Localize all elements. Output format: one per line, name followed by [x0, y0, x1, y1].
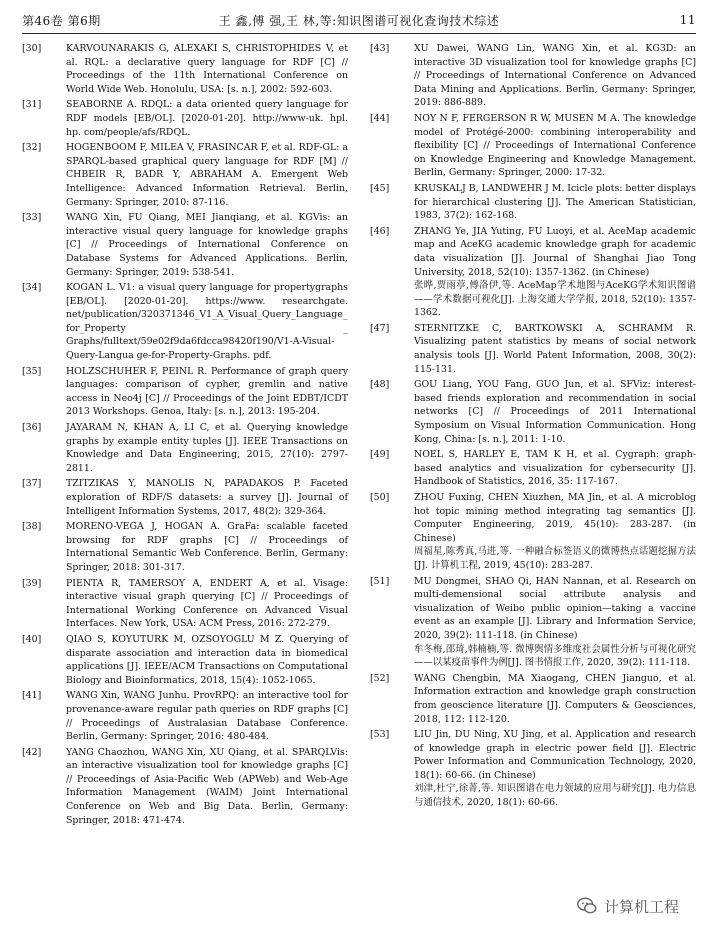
reference-text-en: KOGAN L. V1: a visual query language for propertygraphs [EB/OL]. [2020-01-20]. https://www. researchgate. net/publication/320371346_V1_A_Visual_Query_Language_for_Property _ Graphs/fulltext/59e02f9da6fdcca98420f190/V1-A-Visual-Query-Langua ge-for-Property-Graphs. pdf.: [66, 282, 348, 362]
reference-entry: [22, 421, 348, 475]
reference-number: [53]: [370, 729, 390, 741]
reference-text-en: KRUSKALJ B, LANDWEHR J M. Icicle plots: better displays for hierarchical clustering [J]. The American Statistician, 1983, 37(2): 162-168.: [414, 182, 696, 222]
reference-entry: [22, 281, 348, 363]
reference-text: [66, 689, 348, 743]
reference-text: [66, 42, 348, 96]
reference-number: [35]: [22, 365, 42, 377]
reference-entry: [370, 322, 696, 376]
reference-number: [44]: [370, 112, 390, 124]
reference-number: [34]: [22, 282, 42, 294]
reference-text: [66, 421, 348, 475]
reference-number: [30]: [22, 43, 42, 54]
reference-text: [414, 491, 696, 573]
reference-text-en: SEABORNE A. RDQL: a data oriented query language for RDF models [EB/OL]. [2020-01-20]. http://www-uk. hpl. hp. com/people/afs/RDQL.: [66, 99, 348, 138]
running-title: 王 鑫,傅 强,王 林,等:知识图谱可视化查询技术综述: [218, 13, 500, 28]
reference-text: [414, 728, 696, 810]
reference-text: [414, 182, 696, 223]
reference-entry: [22, 746, 348, 828]
reference-entry: [22, 365, 348, 419]
reference-text-en: QIAO S, KOYUTURK M, OZSOYOGLU M Z. Querying of disparate association and interaction data in biomedical applications [J]. IEEE/ACM Transactions on Computational Biology and Bioinformatics, 2018, 15(4): 1052-1065.: [66, 633, 348, 686]
reference-entry: [370, 672, 696, 726]
watermark-text: 计算机工程: [604, 897, 680, 916]
reference-text: [66, 365, 348, 419]
reference-text-en: ZHOU Fuxing, CHEN Xiuzhen, MA Jin, et al. A microblog hot topic mining method integrating tag semantics [J]. Computer Engineering, 2019, 45(10): 283-287. (in Chinese): [414, 492, 696, 544]
reference-number: [42]: [22, 746, 42, 758]
reference-entry: [370, 225, 696, 320]
reference-entry: [22, 477, 348, 518]
reference-number: [52]: [370, 672, 390, 684]
reference-text-en: GOU Liang, YOU Fang, GUO Jun, et al. SFViz: interest-based friends exploration and recommendation in social networks [C] // Proceedings of 2011 International Symposium on Visual Information Communication. Hong Kong, China: [s. n.], 2011: 1-10.: [414, 379, 696, 445]
reference-text: [66, 98, 348, 139]
reference-entry: [22, 98, 348, 139]
reference-entry: [22, 42, 348, 96]
reference-text: [414, 672, 696, 726]
reference-number: [43]: [370, 43, 390, 54]
reference-number: [51]: [370, 575, 390, 587]
reference-entry: [370, 378, 696, 446]
reference-entry: [370, 182, 696, 223]
reference-entry: [22, 520, 348, 574]
reference-text: [414, 448, 696, 489]
reference-text: [414, 112, 696, 180]
reference-text: [66, 577, 348, 631]
reference-text: [414, 322, 696, 376]
reference-text-en: ZHANG Ye, JIA Yuting, FU Luoyi, et al. AceMap academic map and AceKG academic knowledge graph for academic data visualization [J]. Journal of Shanghai Jiao Tong University, 2018, 52(10): 1357-1362. (in Chinese): [414, 225, 696, 278]
reference-text-en: PIENTA R, TAMERSOY A, ENDERT A, et al. Visage: interactive visual graph querying [C] // Proceedings of International Working Conference on Advanced Visual Interfaces. New York, USA: ACM Press, 2016: 272-279.: [66, 577, 348, 630]
reference-text-zh: 张晔,贾雨葶,傅洛伊,等. AceMap学术地图与AceKG学术知识图谱——学术数据可视化[J]. 上海交通大学学报, 2018, 52(10): 1357-1362.: [414, 280, 696, 319]
page-number: 11: [679, 13, 696, 27]
reference-entry: [22, 689, 348, 743]
reference-columns: [22, 42, 696, 829]
reference-text-en: LIU Jin, DU Ning, XU Jing, et al. Application and research of knowledge graph in electric power field [J]. Electric Power Information and Communication Technology, 2020, 18(1): 60-66. (in Chinese): [414, 729, 696, 781]
page-header: [22, 7, 696, 34]
reference-text-en: HOGENBOOM F, MILEA V, FRASINCAR F, et al. RDF-GL: a SPARQL-based graphical query language for RDF [M] // CHBEIR R, BADR Y, ABRAHAM A. Emergent Web Intelligence: Advanced Information Retrieval. Berlin, Germany: Springer, 2010: 87-116.: [66, 142, 348, 208]
reference-text: [66, 746, 348, 828]
reference-text: [414, 225, 696, 320]
reference-entry: [22, 141, 348, 209]
reference-number: [36]: [22, 422, 42, 434]
wechat-icon: [576, 895, 598, 917]
reference-text-zh: 牟冬梅,邵琦,韩楠楠,等. 微博舆情多维度社会属性分析与可视化研究——以某疫苗事件为例[J]. 图书情报工作, 2020, 39(2): 111-118.: [414, 643, 696, 669]
reference-text-en: XU Dawei, WANG Lin, WANG Xin, et al. KG3D: an interactive 3D visualization tool for knowledge graphs [C] // Proceedings of International Conference on Advanced Data Mining and Applications. Berlin, Germany: Springer, 2019: 886-889.: [414, 43, 696, 109]
reference-number: [49]: [370, 449, 390, 461]
reference-number: [46]: [370, 225, 390, 237]
reference-entry: [22, 211, 348, 279]
reference-entry: [370, 112, 696, 180]
reference-number: [45]: [370, 182, 390, 194]
reference-entry: [370, 448, 696, 489]
reference-number: [32]: [22, 142, 42, 154]
reference-entry: [22, 577, 348, 631]
reference-text: [66, 141, 348, 209]
reference-number: [48]: [370, 379, 390, 391]
reference-number: [41]: [22, 690, 42, 702]
reference-text-en: YANG Chaozhou, WANG Xin, XU Qiang, et al. SPARQLVis: an interactive visualization tool for knowledge graphs [C] // Proceedings of Asia-Pacific Web (APWeb) and Web-Age Information Management (WAIM) Joint International Conference on Web and Big Data. Berlin, Germany: Springer, 2018: 471-474.: [66, 746, 348, 826]
reference-number: [31]: [22, 99, 42, 111]
reference-text: [66, 211, 348, 279]
reference-text: [414, 42, 696, 110]
reference-number: [47]: [370, 322, 390, 334]
reference-number: [40]: [22, 633, 42, 645]
reference-text: [66, 281, 348, 363]
reference-number: [38]: [22, 521, 42, 533]
reference-text-en: WANG Xin, WANG Junhu. ProvRPQ: an interactive tool for provenance-aware regular path queries on RDF graphs [C] // Proceedings of Australasian Database Conference. Berlin, Germany: Springer, 2016: 480-484.: [66, 690, 348, 743]
reference-text: [414, 575, 696, 670]
reference-text-en: WANG Xin, FU Qiang, MEI Jianqiang, et al. KGVis: an interactive visual query language for knowledge graphs [C] // Proceedings of International Conference on Database Systems for Advanced Applications. Berlin, Germany: Springer, 2019: 538-541.: [66, 212, 348, 278]
reference-text: [66, 633, 348, 687]
wechat-watermark: [576, 891, 706, 921]
reference-number: [39]: [22, 577, 42, 589]
reference-entry: [370, 42, 696, 110]
reference-text-en: KARVOUNARAKIS G, ALEXAKI S, CHRISTOPHIDES V, et al. RQL: a declarative query language for RDF [C] // Proceedings of the 11th International Conference on World Wide Web. Honolulu, USA: [s. n.], 2002: 592-603.: [66, 43, 348, 95]
left-column: [22, 42, 348, 829]
reference-text-zh: 周福星,陈秀真,马进,等. 一种融合标签语义的微博热点话题挖掘方法[J]. 计算机工程, 2019, 45(10): 283-287.: [414, 546, 696, 571]
reference-text: [66, 520, 348, 574]
reference-text: [414, 378, 696, 446]
journal-issue: 第46卷 第6期: [22, 13, 101, 28]
reference-entry: [22, 633, 348, 687]
reference-text-en: HOLZSCHUHER F, PEINL R. Performance of graph query languages: comparison of cypher, gremlin and native access in Neo4j [C] // Proceedings of the Joint EDBT/ICDT 2013 Workshops. Genoa, Italy: [s. n.], 2013: 195-204.: [66, 365, 348, 418]
right-column: [370, 42, 696, 829]
reference-text-en: NOY N F, FERGERSON R W, MUSEN M A. The knowledge model of Protégé-2000: combining interoperability and flexibility [C] // Proceedings of International Conference on Knowledge Engineering and Knowledge Management. Berlin, Germany: Springer, 2000: 17-32.: [414, 112, 696, 179]
reference-entry: [370, 575, 696, 670]
reference-text-zh: 刘津,杜宁,徐菁,等. 知识图谱在电力领域的应用与研究[J]. 电力信息与通信技术, 2020, 18(1): 60-66.: [414, 783, 696, 809]
reference-entry: [370, 491, 696, 573]
reference-text-en: WANG Chengbin, MA Xiaogang, CHEN Jianguo, et al. Information extraction and knowledge graph construction from geoscience literature [J]. Computers & Geosciences, 2018, 112: 112-120.: [414, 672, 696, 725]
reference-text-en: MORENO-VEGA J, HOGAN A. GraFa: scalable faceted browsing for RDF graphs [C] // Proceedings of International Semantic Web Conference. Berlin, Germany: Springer, 2018: 301-317.: [66, 521, 348, 573]
reference-number: [37]: [22, 478, 42, 490]
reference-text-en: NOEL S, HARLEY E, TAM K H, et al. Cygraph: graph-based analytics and visualization for cybersecurity [J]. Handbook of Statistics, 2016, 35: 117-167.: [414, 449, 696, 488]
reference-number: [50]: [370, 492, 390, 503]
reference-text-en: JAYARAM N, KHAN A, LI C, et al. Querying knowledge graphs by example entity tuples [J]. IEEE Transactions on Knowledge and Data Engineering, 2015, 27(10): 2797-2811.: [66, 422, 348, 474]
reference-text: [66, 477, 348, 518]
reference-number: [33]: [22, 212, 42, 224]
reference-entry: [370, 728, 696, 810]
reference-text-en: MU Dongmei, SHAO Qi, HAN Nannan, et al. Research on multi-demensional social attribute analysis and visualization of Weibo public opinion—taking a vaccine event as an example [J]. Library and Information Service, 2020, 39(2): 111-118. (in Chinese): [414, 575, 696, 641]
reference-text-en: TZITZIKAS Y, MANOLIS N, PAPADAKOS P. Faceted exploration of RDF/S datasets: a survey [J]. Journal of Intelligent Information Systems, 2017, 48(2): 329-364.: [66, 478, 348, 517]
reference-text-en: STERNITZKE C, BARTKOWSKI A, SCHRAMM R. Visualizing patent statistics by means of social network analysis tools [J]. World Patent Information, 2008, 30(2): 115-131.: [414, 322, 696, 375]
